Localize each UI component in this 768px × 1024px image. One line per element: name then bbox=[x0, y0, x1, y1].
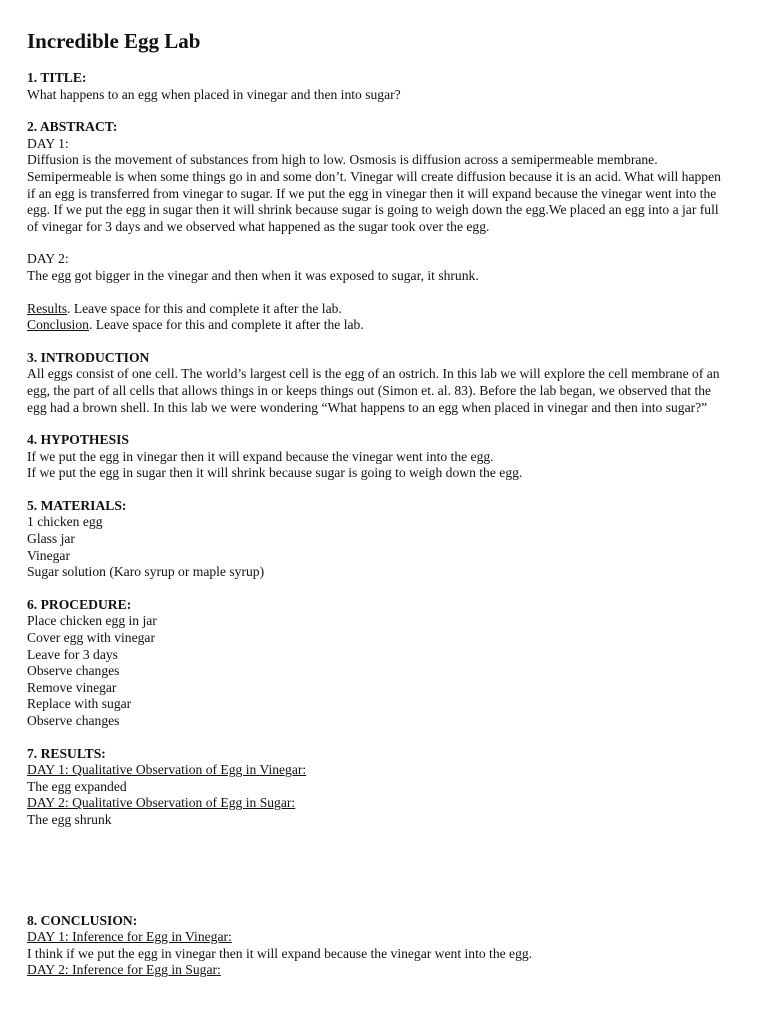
section-results bbox=[27, 746, 737, 829]
materials-item: Glass jar bbox=[27, 531, 75, 547]
procedure-step: Observe changes bbox=[27, 663, 120, 679]
abstract-day1-line: Semipermeable is when some things go in and some don’t. Vinegar will create diffusion because it is an acid. What will happen bbox=[27, 168, 721, 184]
conclusion-note-text: . Leave space for this and complete it after the lab. bbox=[88, 317, 364, 333]
introduction-line: egg had a brown shell. In this lab we were wondering “What happens to an egg when placed in vinegar and then into sugar?” bbox=[27, 399, 708, 415]
procedure-step: Place chicken egg in jar bbox=[27, 613, 157, 629]
procedure-step: Leave for 3 days bbox=[27, 646, 118, 662]
document-title: Incredible Egg Lab bbox=[27, 29, 201, 53]
abstract-results-note bbox=[27, 301, 737, 318]
results-label: Results bbox=[27, 300, 68, 316]
section-heading: 1. TITLE: bbox=[27, 70, 87, 85]
materials-item: Vinegar bbox=[27, 547, 70, 563]
document-page bbox=[27, 28, 737, 979]
abstract-day2-text: The egg got bigger in the vinegar and then when it was exposed to sugar, it shrunk. bbox=[27, 267, 479, 283]
introduction-line: All eggs consist of one cell. The world’s largest cell is the egg of an ostrich. In this lab we will explore the cell membrane of an bbox=[27, 366, 720, 382]
conclusion-day1-label: DAY 1: Inference for Egg in Vinegar: bbox=[27, 929, 232, 945]
procedure-step: Observe changes bbox=[27, 713, 120, 728]
abstract-day1-line: Diffusion is the movement of substances from high to low. Osmosis is diffusion across a semipermeable membrane. bbox=[27, 152, 658, 168]
materials-item: 1 chicken egg bbox=[27, 514, 103, 530]
conclusion-day2-label: DAY 2: Inference for Egg in Sugar: bbox=[27, 962, 221, 978]
conclusion-label: Conclusion bbox=[27, 317, 89, 333]
hypothesis-line: If we put the egg in vinegar then it will expand because the vinegar went into the egg. bbox=[27, 448, 494, 464]
section-heading: 6. PROCEDURE: bbox=[27, 596, 132, 612]
hypothesis-line: If we put the egg in sugar then it will shrink because sugar is going to weigh down the egg. bbox=[27, 465, 523, 481]
section-heading: 8. CONCLUSION: bbox=[27, 912, 138, 928]
results-day1-label: DAY 1: Qualitative Observation of Egg in Vinegar: bbox=[27, 762, 307, 778]
section-hypothesis bbox=[27, 432, 737, 482]
abstract-day1-line: if an egg is transferred from vinegar to sugar. If we put the egg in vinegar then it will expand because the vinegar went into the bbox=[27, 185, 717, 201]
section-heading: 4. HYPOTHESIS bbox=[27, 432, 129, 448]
section-heading: 2. ABSTRACT: bbox=[27, 119, 118, 135]
abstract-day1-line: of vinegar for 3 days and we observed what happened as the sugar took over the egg. bbox=[27, 218, 490, 234]
section-title bbox=[27, 70, 737, 103]
procedure-step: Cover egg with vinegar bbox=[27, 630, 155, 646]
materials-item: Sugar solution (Karo syrup or maple syrup) bbox=[27, 564, 265, 580]
abstract-conclusion-note bbox=[27, 317, 737, 334]
introduction-line: egg, the part of all cells that allows things in or keeps things out (Simon et. al. 83). Before the lab began, we observed that the bbox=[27, 382, 712, 398]
section-introduction bbox=[27, 350, 737, 416]
abstract-day1-line: egg. If we put the egg in sugar then it will shrink because sugar is going to weigh down the egg.We placed an egg into a jar full bbox=[27, 202, 719, 218]
procedure-step: Remove vinegar bbox=[27, 679, 117, 695]
results-day2-text: The egg shrunk bbox=[27, 811, 112, 827]
title-question: What happens to an egg when placed in vinegar and then into sugar? bbox=[27, 86, 401, 102]
abstract-day1-label: DAY 1: bbox=[27, 135, 69, 151]
results-note-text: . Leave space for this and complete it after the lab. bbox=[67, 300, 342, 316]
results-day1-text: The egg expanded bbox=[27, 778, 127, 794]
section-heading: 3. INTRODUCTION bbox=[27, 349, 150, 365]
section-conclusion bbox=[27, 913, 737, 979]
section-heading: 7. RESULTS: bbox=[27, 745, 106, 761]
section-materials bbox=[27, 498, 737, 581]
results-day2-label: DAY 2: Qualitative Observation of Egg in Sugar: bbox=[27, 795, 296, 811]
procedure-step: Replace with sugar bbox=[27, 696, 132, 712]
section-abstract bbox=[27, 119, 737, 334]
section-procedure bbox=[27, 597, 737, 730]
conclusion-day1-text: I think if we put the egg in vinegar then it will expand because the vinegar went into the egg. bbox=[27, 945, 533, 961]
abstract-day2-label: DAY 2: bbox=[27, 251, 69, 267]
section-heading: 5. MATERIALS: bbox=[27, 497, 127, 513]
